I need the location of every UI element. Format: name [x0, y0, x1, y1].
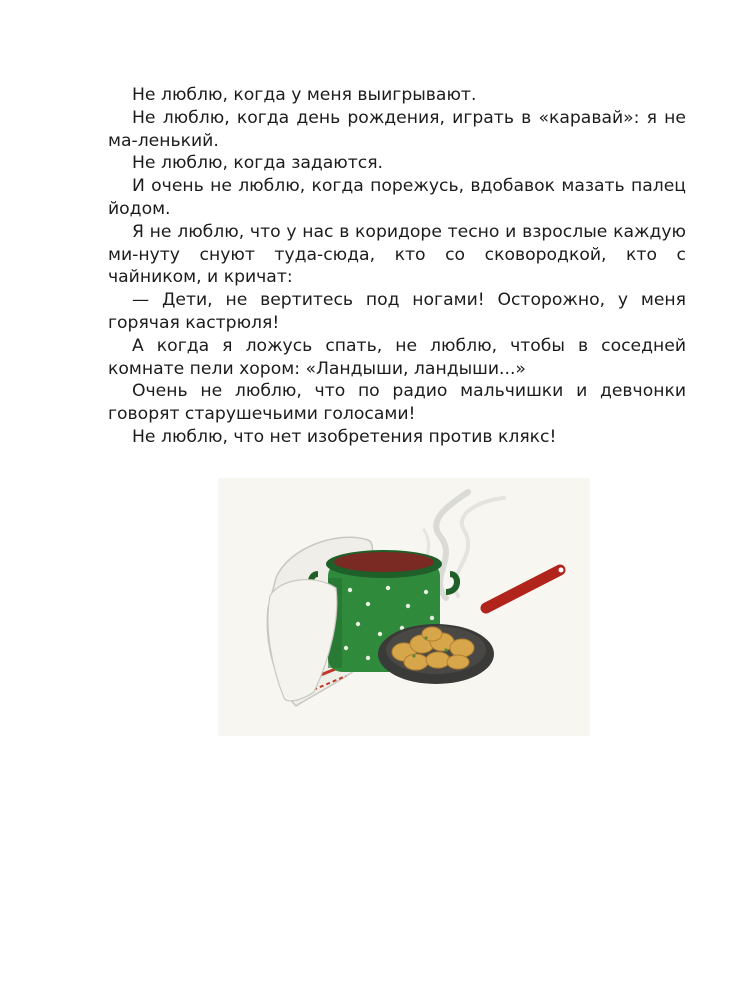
- paragraph: — Дети, не вертитесь под ногами! Осторожно, у меня горячая кастрюля!: [108, 290, 686, 333]
- story-text: [108, 84, 686, 449]
- pot-and-pan-illustration: [218, 478, 590, 736]
- paragraph: А когда я ложусь спать, не люблю, чтобы в соседней комнате пели хором: «Ландыши, ландыши...»: [108, 335, 686, 379]
- paragraph: Не люблю, когда день рождения, играть в «каравай»: я не ма-ленький.: [108, 107, 686, 151]
- paragraph: Я не люблю, что у нас в коридоре тесно и взрослые каждую ми-нуту снуют туда-сюда, кто со сковородкой, кто с чайником, и кричат:: [108, 221, 686, 288]
- paragraph: Очень не люблю, что по радио мальчишки и девчонки говорят старушечьими голосами!: [108, 381, 686, 425]
- paragraph: Не люблю, когда у меня выигрывают.: [132, 85, 477, 105]
- paragraph: И очень не люблю, когда порежусь, вдобавок мазать палец йодом.: [108, 176, 686, 219]
- paragraph: Не люблю, что нет изобретения против клякс!: [132, 426, 557, 447]
- paragraph: Не люблю, когда задаются.: [132, 153, 384, 174]
